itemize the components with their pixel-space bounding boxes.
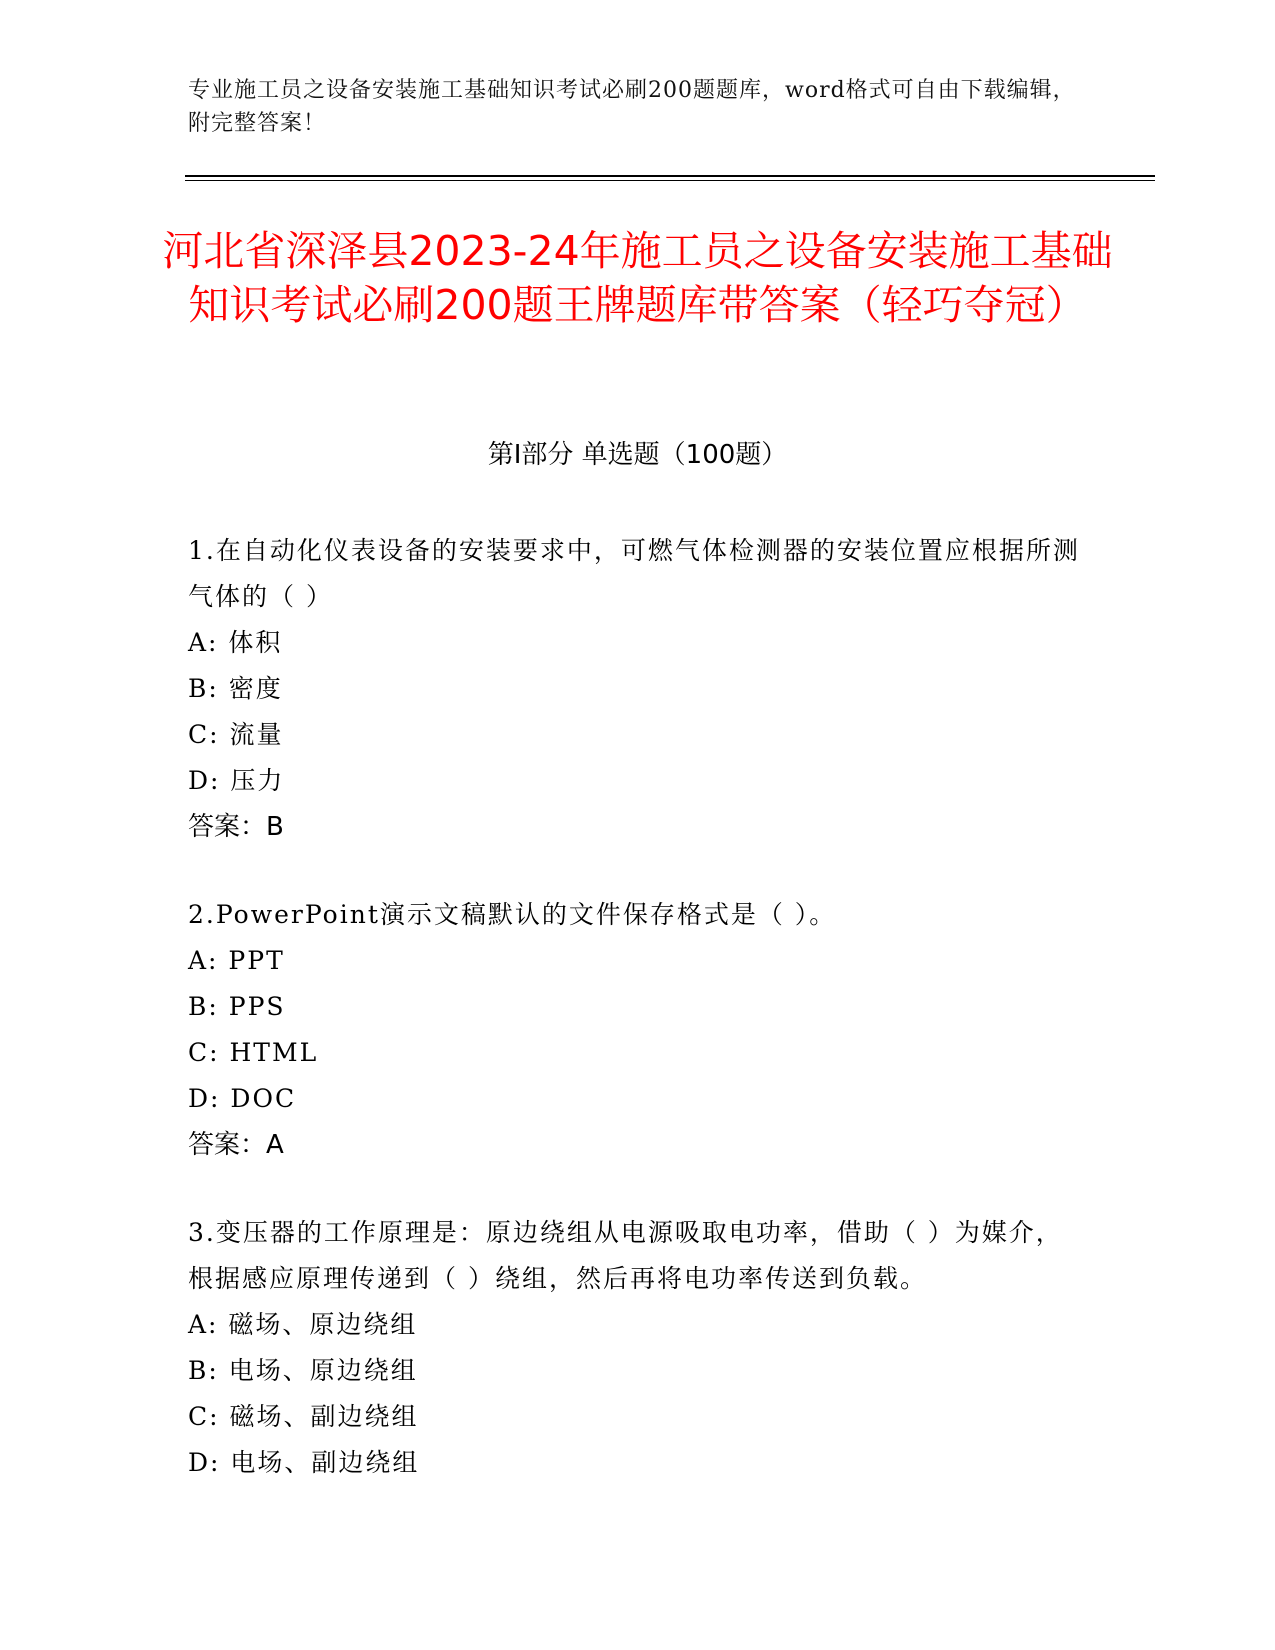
option-d: D: DOC	[188, 1084, 297, 1113]
option-c: C: 磁场、副边绕组	[188, 1402, 419, 1431]
header-divider-thick	[185, 175, 1155, 177]
document-title: 河北省深泽县2023-24年施工员之设备安装施工基础知识考试必刷200题王牌题库带答案（轻巧夺冠）	[162, 227, 1113, 329]
question-stem: 3.变压器的工作原理是：原边绕组从电源吸取电功率，借助（ ）为媒介，根据感应原理传递到（ ）绕组，然后再将电功率传送到负载。	[188, 1218, 1063, 1293]
option-c: C: HTML	[188, 1038, 319, 1067]
option-b: B: 密度	[188, 674, 283, 703]
question-stem: 1.在自动化仪表设备的安装要求中，可燃气体检测器的安装位置应根据所测气体的（ ）	[188, 536, 1080, 611]
question-2	[188, 892, 1088, 1168]
question-stem: 2.PowerPoint演示文稿默认的文件保存格式是（ ）。	[188, 900, 837, 929]
question-3	[188, 1210, 1088, 1486]
question-1	[188, 528, 1088, 850]
option-b: B: 电场、原边绕组	[188, 1356, 418, 1385]
option-a: A: 体积	[188, 628, 283, 657]
answer-line: 答案：A	[188, 1130, 284, 1160]
section-heading: 第Ⅰ部分 单选题（100题）	[487, 440, 788, 470]
header-divider-thin	[185, 180, 1155, 181]
option-a: A: 磁场、原边绕组	[188, 1310, 418, 1339]
option-c: C: 流量	[188, 720, 284, 749]
option-a: A: PPT	[188, 946, 285, 975]
answer-line: 答案：B	[188, 812, 284, 842]
header-note: 专业施工员之设备安装施工基础知识考试必刷200题题库，word格式可自由下载编辑，附完整答案！	[188, 78, 1076, 136]
option-d: D: 压力	[188, 766, 285, 795]
option-d: D: 电场、副边绕组	[188, 1448, 420, 1477]
option-b: B: PPS	[188, 992, 286, 1021]
